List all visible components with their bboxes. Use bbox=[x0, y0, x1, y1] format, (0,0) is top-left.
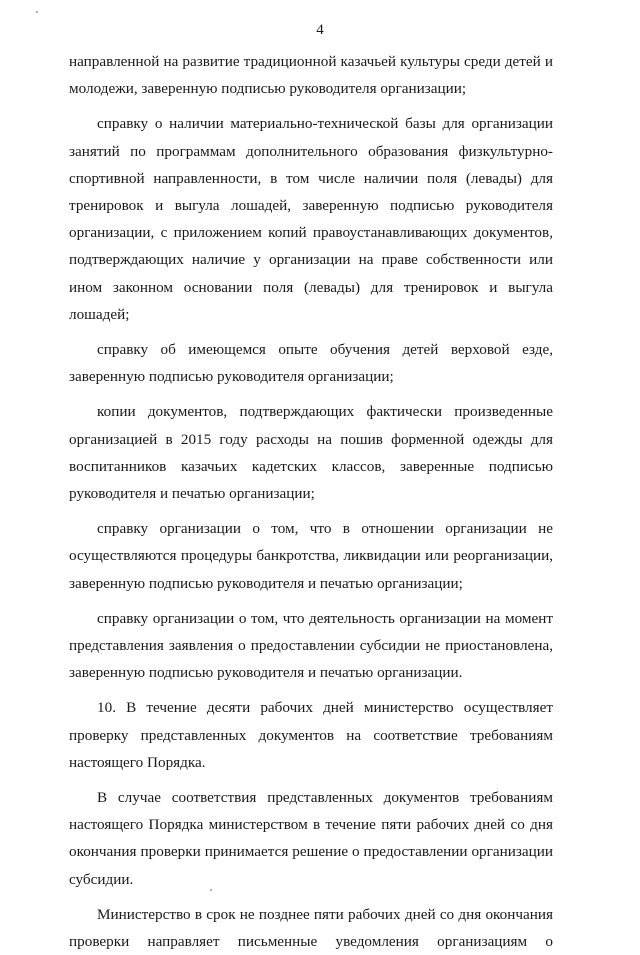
paragraph-activity-not-suspended: справку организации о том, что деятельность организации на момент представления заявления о предоставлении субсидии не приостановлена, заверенную подписью руководителя и печатью организации. bbox=[69, 609, 553, 682]
paragraph-continuation: направленной на развитие традиционной казачьей культуры среди детей и молодежи, заверенную подписью руководителя организации; bbox=[69, 53, 553, 98]
scan-speck bbox=[210, 889, 212, 891]
paragraph-uniform-expenses: копии документов, подтверждающих фактически произведенные организацией в 2015 году расходы на пошив форменной одежды для воспитанников казачьих кадетских классов, заверенные подписью руководителя и печатью организации; bbox=[69, 403, 553, 503]
paragraph-riding-experience: справку об имеющемся опыте обучения детей верховой езде, заверенную подписью руководителя организации; bbox=[69, 341, 553, 386]
paragraph-material-base: справку о наличии материально-технической базы для организации занятий по программам дополнительного образования физкультурно-спортивной направленности, в том числе наличии поля (левады) для тренировок и выгула лошадей, заверенную подписью руководителя организации, с приложением копий правоустанавливающих документов, подтверждающих наличие у организации на праве собственности или ином законном основании поля (левады) для тренировок и выгула лошадей; bbox=[69, 115, 553, 323]
paragraph-notification: Министерство в срок не позднее пяти рабочих дней со дня окончания проверки направляет письменные уведомления организациям о bbox=[69, 905, 553, 951]
paragraph-bankruptcy: справку организации о том, что в отношении организации не осуществляются процедуры банкротства, ликвидации или реорганизации, заверенную подписью руководителя и печатью организации; bbox=[69, 520, 553, 592]
paragraph-decision: В случае соответствия представленных документов требованиям настоящего Порядка министерством в течение пяти рабочих дней со дня окончания проверки принимается решение о предоставлении организации субсидии. bbox=[69, 789, 553, 888]
document-body bbox=[69, 48, 553, 955]
page-number: 4 bbox=[316, 22, 324, 38]
paragraph-item-10: 10. В течение десяти рабочих дней министерство осуществляет проверку представленных документов на соответствие требованиям настоящего Порядка. bbox=[69, 699, 553, 771]
scan-speck bbox=[36, 11, 38, 13]
